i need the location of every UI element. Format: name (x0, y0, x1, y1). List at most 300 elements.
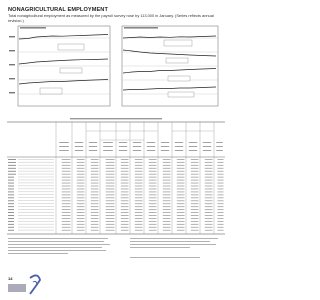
table-cell (149, 174, 157, 175)
left-annotation-3 (40, 88, 62, 94)
table-row-stub (8, 162, 16, 163)
table-cell (205, 221, 213, 222)
table-cell (91, 162, 99, 163)
table-cell (62, 189, 71, 190)
table-cell (135, 200, 143, 201)
table-cell (135, 186, 143, 187)
table-cell (121, 218, 129, 219)
table-cell (106, 177, 115, 178)
table-header-cell (189, 150, 197, 151)
table-cell (135, 212, 143, 213)
table-cell (205, 227, 213, 228)
table-cell (177, 227, 185, 228)
table-row-stub (8, 227, 14, 228)
table-row-stub (8, 189, 14, 190)
table-cell (205, 224, 213, 225)
table-cell (62, 212, 71, 213)
table-cell (106, 165, 115, 166)
table-header-cell (203, 146, 211, 147)
table-cell (62, 159, 71, 160)
table-header-cell (89, 150, 97, 151)
table-header-cell (216, 142, 223, 143)
publisher-logo (8, 275, 40, 294)
table-cell (205, 203, 213, 204)
table-row-stub (8, 224, 14, 225)
table-cell (77, 186, 85, 187)
table-row-stub (8, 168, 16, 169)
table-cell (106, 200, 115, 201)
table-row-stubs (8, 159, 54, 231)
table-cell (62, 209, 71, 210)
table-cell (91, 206, 99, 207)
table-header-cell (75, 146, 83, 147)
table-cell (135, 218, 143, 219)
table-cell (121, 162, 129, 163)
table-cell (121, 168, 129, 169)
table-cell (177, 230, 185, 231)
table-cell (106, 203, 115, 204)
right-series-3 (123, 69, 216, 74)
table-cell (191, 159, 199, 160)
table-cell (205, 194, 213, 195)
table-cell (217, 189, 223, 190)
table-row-leader (18, 174, 54, 175)
table-cell (163, 171, 171, 172)
table-cell (77, 212, 85, 213)
table-header-cell (203, 150, 211, 151)
table-cell (217, 212, 223, 213)
table-row-leader (18, 218, 54, 219)
table-cell (77, 215, 85, 216)
table-cell (62, 194, 71, 195)
table-cell (149, 212, 157, 213)
table-cell (91, 227, 99, 228)
table-cell (217, 206, 223, 207)
table-cell (149, 209, 157, 210)
table-cell (135, 224, 143, 225)
table-cell (177, 191, 185, 192)
table-cell (163, 218, 171, 219)
table-row-leader (18, 159, 54, 160)
table-cell (135, 189, 143, 190)
table-cell (77, 159, 85, 160)
table-cell (121, 177, 129, 178)
table-cell (62, 183, 71, 184)
table-cell (121, 180, 129, 181)
left-series-2 (19, 59, 108, 64)
table-cell (135, 221, 143, 222)
table-cell (163, 230, 171, 231)
table-row-stub (8, 186, 14, 187)
table-cell (135, 209, 143, 210)
table-cell (217, 159, 223, 160)
table-cell (217, 209, 223, 210)
table-cell (205, 212, 213, 213)
table-cell (91, 159, 99, 160)
table-cell (135, 159, 143, 160)
table-cell (135, 230, 143, 231)
table-cell (106, 183, 115, 184)
table-cell (62, 206, 71, 207)
table-cell (121, 215, 129, 216)
table-header-cell (103, 150, 113, 151)
table-row-stub (8, 206, 14, 207)
table-row-stub (8, 209, 14, 210)
table-header-cell (133, 146, 141, 147)
table-cell (191, 177, 199, 178)
table-row-leader (18, 227, 54, 228)
table-cell (177, 206, 185, 207)
table-cell (163, 215, 171, 216)
table-cell (121, 194, 129, 195)
table-cell (149, 221, 157, 222)
table-cell (91, 224, 99, 225)
table-cell (205, 168, 213, 169)
table-row-stub (8, 197, 14, 198)
table-cell (191, 203, 199, 204)
table-cell (217, 215, 223, 216)
table-header-cell (189, 142, 197, 143)
table-cell (106, 215, 115, 216)
table-cell (191, 212, 199, 213)
page-title: NONAGRICULTURAL EMPLOYMENT (8, 7, 108, 13)
table-cell (121, 174, 129, 175)
table-cell (217, 200, 223, 201)
table-row-leader (18, 209, 54, 210)
table-cell (121, 183, 129, 184)
table-cell (149, 159, 157, 160)
table-cell (77, 177, 85, 178)
table-header-cell (89, 142, 97, 143)
table-cell (163, 189, 171, 190)
table-cell (177, 162, 185, 163)
table-cell (77, 197, 85, 198)
table-cell (121, 197, 129, 198)
left-chart (9, 26, 110, 106)
table-cell (149, 189, 157, 190)
table-cell (191, 209, 199, 210)
table-cell (163, 212, 171, 213)
table-cell (163, 224, 171, 225)
table-cell (121, 212, 129, 213)
table-cell (106, 221, 115, 222)
table-row-stub (8, 221, 14, 222)
table-cell (163, 186, 171, 187)
table-cell (205, 162, 213, 163)
table-header-cell (161, 146, 169, 147)
table-cell (77, 203, 85, 204)
table-cell (177, 165, 185, 166)
table-row-stub (8, 212, 14, 213)
table-row-stub (8, 183, 14, 184)
table-row-stub (8, 194, 14, 195)
table-cell (217, 221, 223, 222)
table-cell (106, 224, 115, 225)
table-row-leader (18, 177, 54, 178)
table-header-cell (59, 146, 69, 147)
table-cell (191, 162, 199, 163)
table-cell (163, 206, 171, 207)
table-header-cell (133, 142, 141, 143)
table-header-cell (103, 146, 113, 147)
table-cell (191, 165, 199, 166)
table-header-cell (175, 142, 183, 143)
table-cell (121, 209, 129, 210)
table-cell (177, 183, 185, 184)
table-cell (217, 177, 223, 178)
table-cell (77, 194, 85, 195)
table-cell (106, 162, 115, 163)
table-cell (149, 194, 157, 195)
table-row-leader (18, 224, 54, 225)
table-row-stub (8, 174, 16, 175)
table-header-cell (59, 150, 69, 151)
table-cell (106, 212, 115, 213)
table-header-cell (175, 146, 183, 147)
table-cell (106, 197, 115, 198)
table-cell (191, 189, 199, 190)
table-cell (77, 209, 85, 210)
table-header-cell (147, 146, 155, 147)
table-cell (149, 162, 157, 163)
right-chart-heading (124, 27, 158, 29)
right-series-1 (123, 36, 216, 38)
table-cell (62, 221, 71, 222)
table-cell (135, 215, 143, 216)
table-cell (149, 186, 157, 187)
table-cell (77, 168, 85, 169)
left-annotation-2 (60, 68, 82, 73)
table-cell (77, 189, 85, 190)
table-cell (177, 200, 185, 201)
table-cell (191, 221, 199, 222)
table-cell (163, 197, 171, 198)
table-cell (91, 168, 99, 169)
table-cell (91, 186, 99, 187)
table-cell (91, 215, 99, 216)
page-number: 14 (8, 276, 13, 281)
table-row-leader (18, 221, 54, 222)
table-header-cell (119, 142, 127, 143)
table-cell (62, 177, 71, 178)
table-cell (217, 183, 223, 184)
table-cell (135, 165, 143, 166)
table-cell (177, 221, 185, 222)
right-annotation-2 (166, 58, 188, 63)
table-cell (91, 174, 99, 175)
table-header-cell (203, 142, 211, 143)
table-cell (106, 168, 115, 169)
table-cell (149, 227, 157, 228)
table-cell (205, 200, 213, 201)
table-cell (121, 186, 129, 187)
table-cell (91, 180, 99, 181)
table-cell (77, 224, 85, 225)
right-annotation-3 (168, 76, 190, 81)
table-row-stub (8, 191, 14, 192)
left-chart-ticks (9, 36, 15, 93)
table-cell (62, 171, 71, 172)
table-cell (177, 174, 185, 175)
table-cell (121, 165, 129, 166)
table-cell (135, 203, 143, 204)
table-cell (106, 191, 115, 192)
table-row-leader (18, 189, 54, 190)
table-cell (217, 186, 223, 187)
table-cell (163, 191, 171, 192)
table-cell (121, 224, 129, 225)
table-header-cell (189, 146, 197, 147)
table-cell (106, 174, 115, 175)
table-cell (77, 218, 85, 219)
table-cell (62, 191, 71, 192)
table-header-cell (216, 146, 223, 147)
table-cell (205, 177, 213, 178)
table-cell (91, 203, 99, 204)
table-cell (149, 218, 157, 219)
table-cell (205, 159, 213, 160)
table-cell (121, 171, 129, 172)
table-cell (205, 218, 213, 219)
table-cell (91, 165, 99, 166)
table-cell (62, 224, 71, 225)
left-series-1 (19, 35, 108, 40)
table-row-stub (8, 230, 14, 231)
table-cell (205, 209, 213, 210)
table-cell (62, 227, 71, 228)
table-cell (91, 171, 99, 172)
table-cell (177, 168, 185, 169)
table-cell (62, 174, 71, 175)
table-cell (217, 224, 223, 225)
table-cell (177, 224, 185, 225)
table-cell (217, 171, 223, 172)
table-cell (205, 215, 213, 216)
table-cell (62, 186, 71, 187)
table-cell (62, 180, 71, 181)
table-row-leader (18, 230, 54, 231)
table-row-stub (8, 165, 16, 166)
table-cell (135, 180, 143, 181)
table-cell (77, 200, 85, 201)
table-header-cell (161, 142, 169, 143)
table-cell (106, 230, 115, 231)
table-cell (91, 212, 99, 213)
table-cell (217, 168, 223, 169)
table-cell (62, 200, 71, 201)
table-cell (177, 197, 185, 198)
table-cell (205, 230, 213, 231)
table-cell (191, 215, 199, 216)
table-cell (106, 159, 115, 160)
table-cell (121, 189, 129, 190)
table-cell (91, 218, 99, 219)
table-row-stub (8, 159, 16, 160)
table-cell (217, 218, 223, 219)
table-cell (191, 171, 199, 172)
table-cell (149, 203, 157, 204)
table-cell (62, 168, 71, 169)
table-cell (149, 191, 157, 192)
table-row-leader (18, 171, 54, 172)
table-cell (205, 171, 213, 172)
table-cell (163, 194, 171, 195)
table-cell (217, 227, 223, 228)
table-cell (135, 197, 143, 198)
table-cell (62, 203, 71, 204)
table-cell (163, 200, 171, 201)
table-cell (177, 171, 185, 172)
table-cell (205, 191, 213, 192)
table-row-leader (18, 165, 54, 166)
table-row-leader (18, 194, 54, 195)
table-cell (163, 183, 171, 184)
table-header-cell (216, 150, 223, 151)
table-cell (121, 227, 129, 228)
table-cell (163, 227, 171, 228)
table-cell (163, 165, 171, 166)
table-caption (70, 118, 162, 119)
table-cell (177, 215, 185, 216)
right-annotation-1 (164, 40, 192, 46)
table-header-cell (161, 150, 169, 151)
table-cell (91, 209, 99, 210)
table-cell (121, 230, 129, 231)
table-cell (135, 191, 143, 192)
table-column-rules (56, 122, 214, 234)
table-cell (177, 218, 185, 219)
table-cell (135, 177, 143, 178)
table-cell (91, 197, 99, 198)
table-row-stub (8, 215, 14, 216)
table-cell (149, 165, 157, 166)
table-row-leader (18, 183, 54, 184)
table-cell (77, 162, 85, 163)
right-annotation-4 (168, 92, 194, 97)
table-cell (205, 189, 213, 190)
table-cell (135, 162, 143, 163)
table-header-cells (59, 142, 223, 151)
table-cell (191, 186, 199, 187)
table-cell (217, 180, 223, 181)
table-cell (217, 230, 223, 231)
right-series-2 (123, 50, 216, 56)
table-cell (149, 183, 157, 184)
table-cell (91, 177, 99, 178)
table-row-leader (18, 215, 54, 216)
table-cell (77, 174, 85, 175)
table-cell (77, 180, 85, 181)
table-cell (149, 171, 157, 172)
table-cell (62, 215, 71, 216)
table-cell (177, 209, 185, 210)
table-cell (77, 227, 85, 228)
table-row-leader (18, 162, 54, 163)
table-cell (121, 159, 129, 160)
table-cell (177, 177, 185, 178)
table-cell (217, 197, 223, 198)
table-cell (191, 194, 199, 195)
table-cell (205, 183, 213, 184)
table-row-stub (8, 218, 14, 219)
table-cell (217, 174, 223, 175)
table-cell (163, 159, 171, 160)
table-header-cell (147, 142, 155, 143)
table-row-leader (18, 168, 54, 169)
table-cell (149, 215, 157, 216)
table-cell (149, 230, 157, 231)
table-cell (106, 180, 115, 181)
